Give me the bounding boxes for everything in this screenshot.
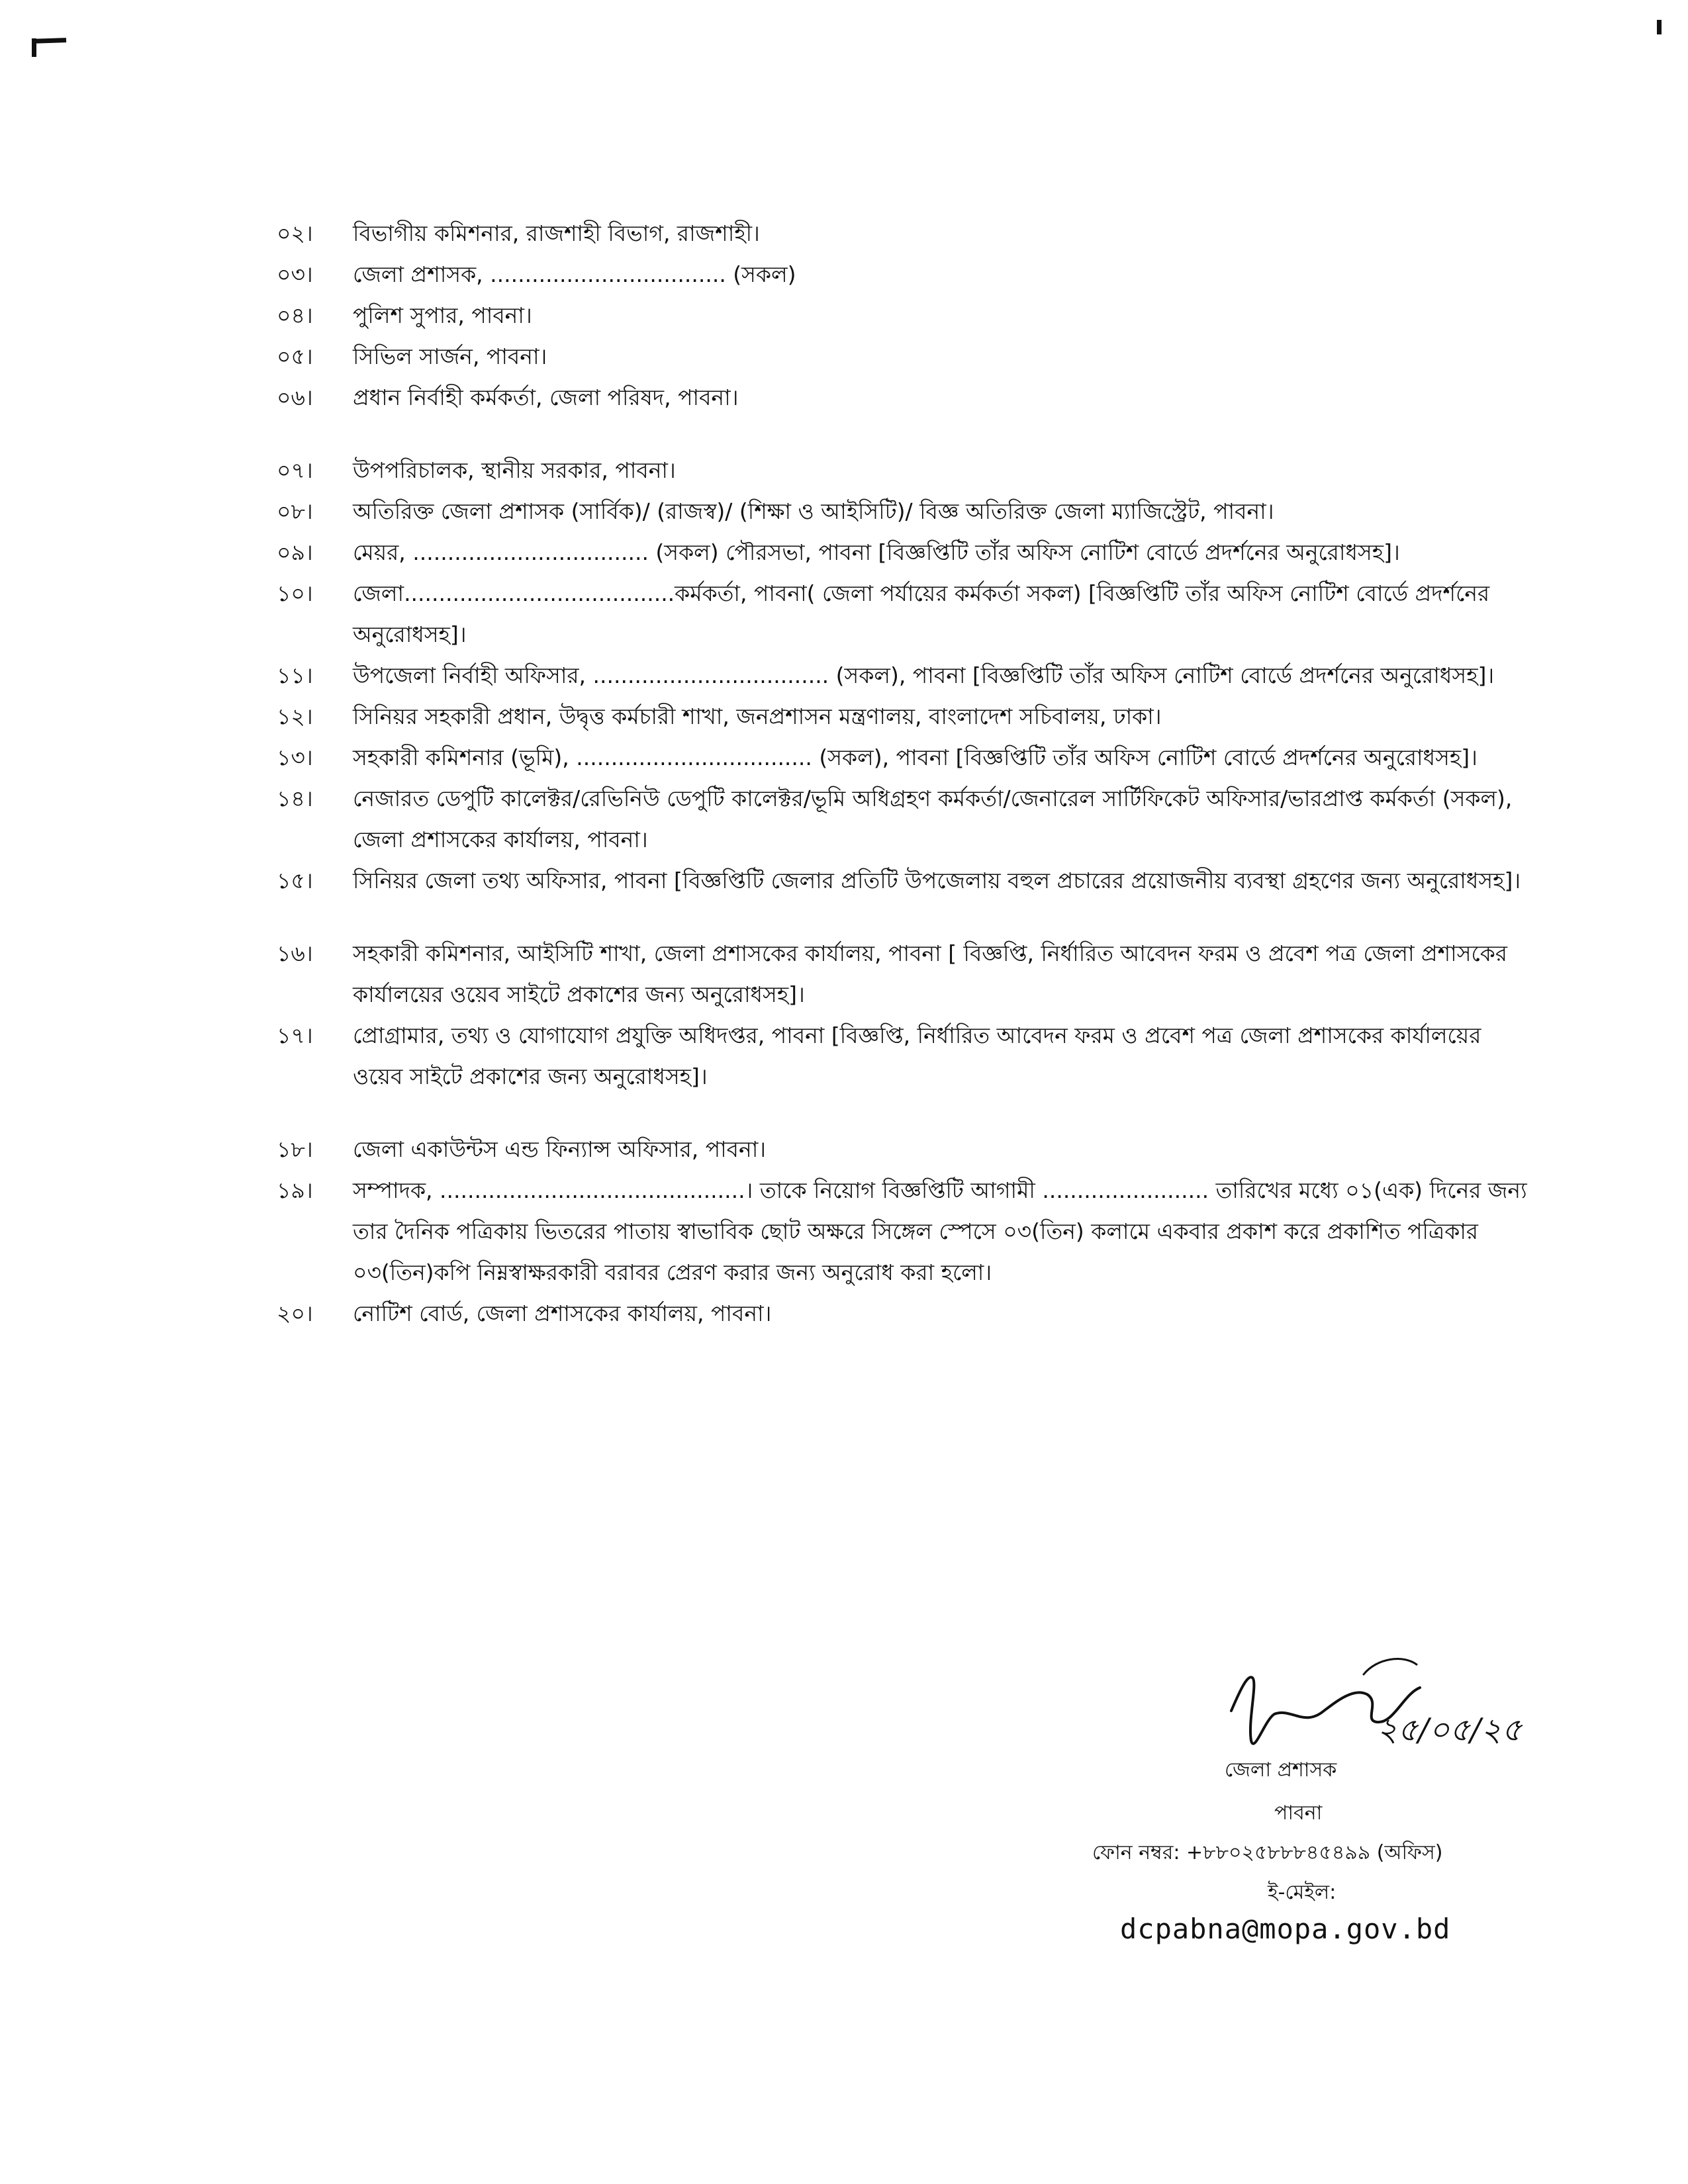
list-item (277, 696, 1534, 737)
item-text: মেয়র, .................................. (সকল) পৌরসভা, পাবনা [বিজ্ঞপ্তিটি তাঁর অফিস নোটিশ বোর্ডে প্রদর্শনের অনুরোধসহ]। (353, 539, 1400, 565)
item-text: বিভাগীয় কমিশনার, রাজশাহী বিভাগ, রাজশাহী। (353, 220, 760, 246)
item-number: ০৯। (277, 539, 313, 565)
item-number: ০৬। (277, 385, 313, 410)
signer-district: পাবনা (1274, 1801, 1323, 1825)
email-label: ই-মেইল: (1268, 1881, 1336, 1904)
list-item (277, 213, 1534, 254)
list-item (277, 377, 1534, 418)
scan-corner-mark (32, 38, 66, 44)
list-item (277, 295, 1534, 336)
phone-number: ফোন নম্বর: +৮৮০২৫৮৮৮৪৫৪৯৯ (অফিস) (1092, 1841, 1443, 1864)
distribution-list (277, 213, 1534, 1334)
item-number: ০৮। (277, 498, 313, 524)
scan-edge-mark (1657, 20, 1662, 34)
handwritten-signature (1211, 1648, 1582, 1767)
list-item (277, 1015, 1534, 1097)
list-item (277, 336, 1534, 377)
list-item (277, 1170, 1534, 1293)
item-text: জেলা.......................................কর্মকর্তা, পাবনা( জেলা পর্যায়ের কর্মকর্তা সকল) [বিজ্ঞপ্তিটি তাঁর অফিস নোটিশ বোর্ডে প্রদর্শনের অনুরোধসহ]। (353, 580, 1490, 647)
item-number: ১৮। (277, 1136, 313, 1162)
list-item (277, 860, 1534, 901)
list-item (277, 491, 1534, 532)
item-text: নেজারত ডেপুটি কালেক্টর/রেভিনিউ ডেপুটি কালেক্টর/ভূমি অধিগ্রহণ কর্মকর্তা/জেনারেল সার্টিফিকেট অফিসার/ভারপ্রাপ্ত কর্মকর্তা (সকল), জেলা প্রশাসকের কার্যালয়, পাবনা। (353, 786, 1513, 852)
item-number: ০৪। (277, 302, 313, 328)
list-item (277, 254, 1534, 295)
signer-title: জেলা প্রশাসক (1225, 1758, 1337, 1782)
item-number: ১৫। (277, 868, 313, 893)
signature-date: ২৫/০৫/২৫ (1377, 1711, 1523, 1749)
item-number: ১৪। (277, 786, 313, 811)
item-text: সিনিয়র সহকারী প্রধান, উদ্বৃত্ত কর্মচারী শাখা, জনপ্রশাসন মন্ত্রণালয়, বাংলাদেশ সচিবালয়, ঢাকা। (353, 704, 1162, 729)
item-text: উপপরিচালক, স্থানীয় সরকার, পাবনা। (353, 457, 676, 483)
item-text: উপজেলা নির্বাহী অফিসার, .................................. (সকল), পাবনা [বিজ্ঞপ্তিটি তাঁর অফিস নোটিশ বোর্ডে প্রদর্শনের অনুরোধসহ]। (353, 662, 1495, 688)
item-number: ০৭। (277, 457, 313, 483)
item-number: ২০। (277, 1300, 313, 1326)
list-item (277, 778, 1534, 860)
scan-corner-mark (32, 38, 36, 57)
item-number: ১০। (277, 580, 313, 606)
item-text: সহকারী কমিশনার, আইসিটি শাখা, জেলা প্রশাসকের কার্যালয়, পাবনা [ বিজ্ঞপ্তি, নির্ধারিত আবেদন ফরম ও প্রবেশ পত্র জেলা প্রশাসকের কার্যালয়ের ওয়েব সাইটে প্রকাশের জন্য অনুরোধসহ]। (353, 940, 1508, 1007)
item-number: ০২। (277, 220, 313, 246)
list-item (277, 737, 1534, 778)
list-item (277, 655, 1534, 696)
item-text: পুলিশ সুপার, পাবনা। (353, 302, 532, 328)
email-address: dcpabna@mopa.gov.bd (1120, 1913, 1451, 1945)
item-number: ০৩। (277, 261, 313, 287)
list-item (277, 450, 1534, 491)
item-text: সিনিয়র জেলা তথ্য অফিসার, পাবনা [বিজ্ঞপ্তিটি জেলার প্রতিটি উপজেলায় বহুল প্রচারের প্রয়োজনীয় ব্যবস্থা গ্রহণের জন্য অনুরোধসহ]। (353, 868, 1521, 893)
list-item (277, 1293, 1534, 1334)
item-number: ১৭। (277, 1023, 313, 1048)
item-text: সম্পাদক, ............................................। তাকে নিয়োগ বিজ্ঞপ্তিটি আগামী ........................ তারিখের মধ্যে ০১(এক) দিনের জন্য তার দৈনিক পত্রিকায় ভিতরের পাতায় স্বাভাবিক ছোট অক্ষরে সিঙ্গেল স্পেসে ০৩(তিন) কলামে একবার প্রকাশ করে প্রকাশিত পত্রিকার ০৩(তিন)কপি নিম্নস্বাক্ষরকারী বরাবর প্রেরণ করার জন্য অনুরোধ করা হলো। (353, 1177, 1527, 1285)
item-text: প্রোগ্রামার, তথ্য ও যোগাযোগ প্রযুক্তি অধিদপ্তর, পাবনা [বিজ্ঞপ্তি, নির্ধারিত আবেদন ফরম ও প্রবেশ পত্র জেলা প্রশাসকের কার্যালয়ের ওয়েব সাইটে প্রকাশের জন্য অনুরোধসহ]। (353, 1023, 1481, 1089)
item-number: ১৩। (277, 745, 313, 770)
item-text: জেলা একাউন্টস এন্ড ফিন্যান্স অফিসার, পাবনা। (353, 1136, 767, 1162)
item-number: ১৯। (277, 1177, 313, 1203)
item-text: সহকারী কমিশনার (ভূমি), .................................. (সকল), পাবনা [বিজ্ঞপ্তিটি তাঁর অফিস নোটিশ বোর্ডে প্রদর্শনের অনুরোধসহ]। (353, 745, 1477, 770)
item-text: অতিরিক্ত জেলা প্রশাসক (সার্বিক)/ (রাজস্ব)/ (শিক্ষা ও আইসিটি)/ বিজ্ঞ অতিরিক্ত জেলা ম্যাজিস্ট্রেট, পাবনা। (353, 498, 1274, 524)
item-number: ০৫। (277, 343, 313, 369)
list-item (277, 933, 1534, 1015)
item-text: সিভিল সার্জন, পাবনা। (353, 343, 547, 369)
item-text: প্রধান নির্বাহী কর্মকর্তা, জেলা পরিষদ, পাবনা। (353, 385, 739, 410)
list-item (277, 573, 1534, 655)
list-item (277, 532, 1534, 573)
item-number: ১২। (277, 704, 313, 729)
item-text: জেলা প্রশাসক, .................................. (সকল) (353, 261, 796, 287)
signature-block (1072, 1648, 1575, 1952)
item-text: নোটিশ বোর্ড, জেলা প্রশাসকের কার্যালয়, পাবনা। (353, 1300, 772, 1326)
list-item (277, 1129, 1534, 1170)
item-number: ১১। (277, 662, 313, 688)
item-number: ১৬। (277, 940, 313, 966)
